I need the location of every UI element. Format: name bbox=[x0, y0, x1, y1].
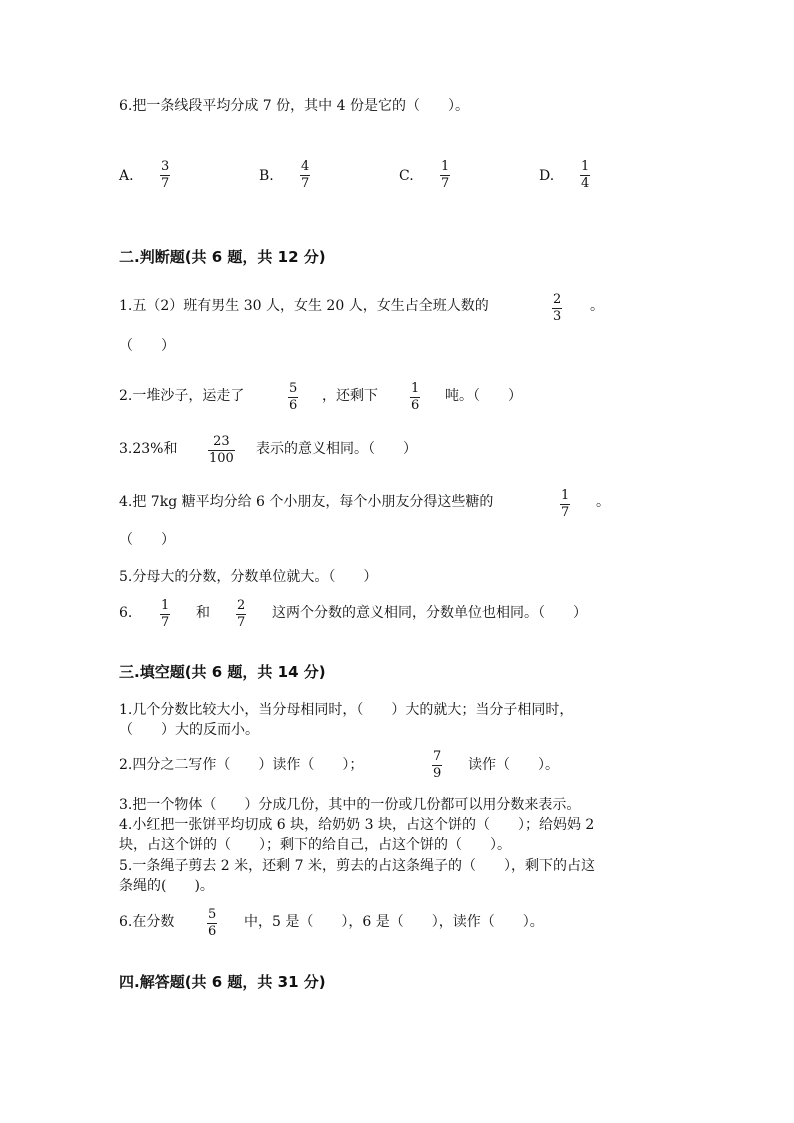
question-text: 1.五（2）班有男生 30 人，女生 20 人，女生占全班人数的 bbox=[119, 298, 489, 314]
denominator: 7 bbox=[561, 505, 570, 520]
question-text: 6. bbox=[119, 605, 133, 621]
question-text-mid: 和 bbox=[196, 605, 210, 621]
question-text: 5.分母大的分数，分数单位就大。（ ） bbox=[119, 569, 378, 585]
numerator: 1 bbox=[441, 159, 450, 174]
section-heading: 三.填空题(共 6 题，共 14 分) bbox=[119, 663, 326, 681]
numerator: 1 bbox=[161, 598, 170, 613]
numerator: 1 bbox=[561, 488, 570, 503]
denominator: 7 bbox=[161, 615, 170, 630]
numerator: 2 bbox=[237, 598, 246, 613]
question-text: 1.几个分数比较大小，当分母相同时，（ ）大的就大；当分子相同时， bbox=[119, 702, 574, 718]
question-text: 6.把一条线段平均分成 7 份，其中 4 份是它的（ ）。 bbox=[119, 98, 469, 114]
question-fraction bbox=[432, 750, 442, 781]
question-fraction bbox=[160, 599, 170, 630]
question-text: 5.一条绳子剪去 2 米，还剩 7 米，剪去的占这条绳子的（ ），剩下的占这 bbox=[119, 858, 595, 874]
question-text: 块，占这个饼的（ ）；剩下的给自己，占这个饼的（ ）。 bbox=[119, 837, 511, 853]
question-tail: 中，5 是（ ），6 是（ ），读作（ ）。 bbox=[244, 914, 544, 930]
question-tail: 表示的意义相同。（ ） bbox=[256, 441, 417, 457]
denominator: 100 bbox=[209, 451, 234, 466]
numerator: 1 bbox=[581, 159, 590, 174]
question-text: 4.把 7kg 糖平均分给 6 个小朋友，每个小朋友分得这些糖的 bbox=[119, 494, 494, 510]
question-text: 6.在分数 bbox=[119, 914, 175, 930]
option-label: D. bbox=[539, 168, 555, 184]
question-text: （ ）大的反而小。 bbox=[119, 722, 259, 738]
option-fraction bbox=[160, 160, 170, 191]
denominator: 7 bbox=[161, 176, 170, 191]
denominator: 7 bbox=[237, 615, 246, 630]
option-fraction bbox=[580, 160, 590, 191]
question-tail: 吨。（ ） bbox=[445, 388, 522, 404]
answer-paren: （ ） bbox=[119, 532, 175, 548]
question-tail: 这两个分数的意义相同，分数单位也相同。（ ） bbox=[272, 605, 587, 621]
answer-paren: （ ） bbox=[119, 338, 175, 354]
denominator: 6 bbox=[289, 398, 298, 413]
option-fraction bbox=[300, 160, 310, 191]
question-text: 2.四分之二写作（ ）读作（ ）； bbox=[119, 757, 364, 773]
question-fraction bbox=[236, 599, 246, 630]
question-tail: 。 bbox=[590, 298, 604, 314]
denominator: 7 bbox=[301, 176, 310, 191]
question-text: 条绳的( )。 bbox=[119, 878, 214, 894]
denominator: 3 bbox=[553, 309, 562, 324]
numerator: 2 bbox=[553, 292, 562, 307]
question-fraction bbox=[208, 435, 235, 466]
section-heading: 二.判断题(共 6 题，共 12 分) bbox=[119, 248, 326, 266]
question-tail: 读作（ ）。 bbox=[468, 757, 559, 773]
question-text: 3.把一个物体（ ）分成几份，其中的一份或几份都可以用分数来表示。 bbox=[119, 797, 581, 813]
numerator: 4 bbox=[301, 159, 310, 174]
question-text-mid: ，还剩下 bbox=[322, 388, 378, 404]
numerator: 5 bbox=[208, 907, 217, 922]
option-label: C. bbox=[399, 168, 414, 184]
question-fraction bbox=[288, 382, 298, 413]
numerator: 7 bbox=[433, 749, 442, 764]
option-label: B. bbox=[259, 168, 274, 184]
question-fraction bbox=[410, 382, 420, 413]
question-text: 3.23%和 bbox=[119, 441, 178, 457]
denominator: 9 bbox=[433, 766, 442, 781]
question-tail: 。 bbox=[596, 494, 610, 510]
denominator: 7 bbox=[441, 176, 450, 191]
denominator: 6 bbox=[208, 924, 217, 939]
numerator: 3 bbox=[161, 159, 170, 174]
denominator: 4 bbox=[581, 176, 590, 191]
question-fraction bbox=[552, 293, 562, 324]
option-fraction bbox=[440, 160, 450, 191]
numerator: 5 bbox=[289, 381, 298, 396]
question-text: 4.小红把一张饼平均切成 6 块，给奶奶 3 块，占这个饼的（ ）；给妈妈 2 bbox=[119, 817, 595, 833]
numerator: 1 bbox=[411, 381, 420, 396]
question-fraction bbox=[560, 489, 570, 520]
numerator: 23 bbox=[213, 434, 230, 449]
section-heading: 四.解答题(共 6 题，共 31 分) bbox=[119, 973, 326, 991]
denominator: 6 bbox=[411, 398, 420, 413]
question-text: 2.一堆沙子，运走了 bbox=[119, 388, 245, 404]
question-fraction bbox=[207, 908, 217, 939]
option-label: A. bbox=[119, 168, 134, 184]
